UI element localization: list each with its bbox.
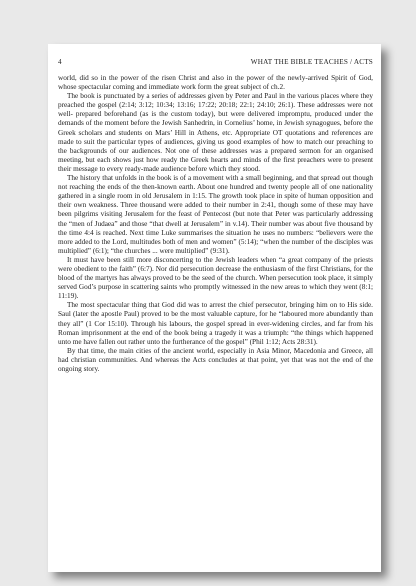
- running-title: WHAT THE BIBLE TEACHES / ACTS: [250, 58, 373, 66]
- paragraph: The history that unfolds in the book is of a movement with a small beginning, and that spread out though not reaching the ends of the then-known earth. About one hundred and twenty people all of one nationality gathered in a single room in old Jerusalem in 1:15. The growth took place in spite of human opposition and their own weakness. Three thousand were added to their number in 2:41, though some of these may have been pilgrims visiting Jerusalem for the feast of Pentecost (but note that Peter was particularly addressing the “men of Judaea” and those “that dwell at Jerusalem” in v.14). Their number was about five thousand by the time 4:4 is reached. Next time Luke summarises the situation he uses no numbers: “believers were the more added to the Lord, multitudes both of men and women” (5:14); “when the number of the disciples was multiplied” (6:1); “the churches ... were multiplied” (9:31).: [58, 174, 373, 255]
- paragraph: It must have been still more disconcerting to the Jewish leaders when “a great company of the priests were obedient to the faith” (6:7). Nor did persecution decrease the enthusiasm of the first Christians, for the blood of the martyrs has always proved to be the seed of the church. When persecution took place, it simply served God’s purpose in scattering saints who promptly witnessed in the new areas to which they went (8:1; 11:19).: [58, 255, 373, 301]
- book-page: [48, 44, 381, 572]
- paragraph: The most spectacular thing that God did was to arrest the chief persecutor, bringing him on to His side. Saul (later the apostle Paul) proved to be the most valuable capture, for he “laboured more abundantly than they all” (1 Cor 15:10). Through his labours, the gospel spread in ever-widening circles, and far from his Roman imprisonment at the end of the book being a tragedy it was a triumph: “the things which happened unto me have fallen out rather unto the furtherance of the gospel” (Phil 1:12; Acts 28:31).: [58, 301, 373, 346]
- paragraph: world, did so in the power of the risen Christ and also in the power of the newly-arrived Spirit of God, whose spectacular coming and immediate work form the great subject of ch.2.: [58, 74, 373, 92]
- running-header: [58, 58, 373, 66]
- paragraph: The book is punctuated by a series of addresses given by Peter and Paul in the various places where they preached the gospel (2:14; 3:12; 10:34; 13:16; 17:22; 20:18; 22:1; 24:10; 26:1). These addresses were not well- prepared beforehand (as is the custom today), but were delivered impromptu, produced under the demands of the moment before the Jewish Sanhedrin, in Cornelius’ home, in Jewish synagogues, before the Greek scholars and students on Mars’ Hill in Athens, etc. Appropriate OT quotations and references are made to suit the particular types of audiences, giving us good examples of how to match our preaching to the backgrounds of our audiences. Not one of these addresses was a prepared sermon for an organised meeting, but each shows just how ready the Greek hearts and minds of the first preachers were to present their message to every ready-made audience before which they stood.: [58, 92, 373, 173]
- paragraph: By that time, the main cities of the ancient world, especially in Asia Minor, Macedonia and Greece, all had christian communities. And whereas the Acts concludes at that point, yet that was not the end of the ongoing story.: [58, 346, 373, 373]
- page-number: 4: [58, 58, 62, 66]
- body-text: [58, 74, 373, 374]
